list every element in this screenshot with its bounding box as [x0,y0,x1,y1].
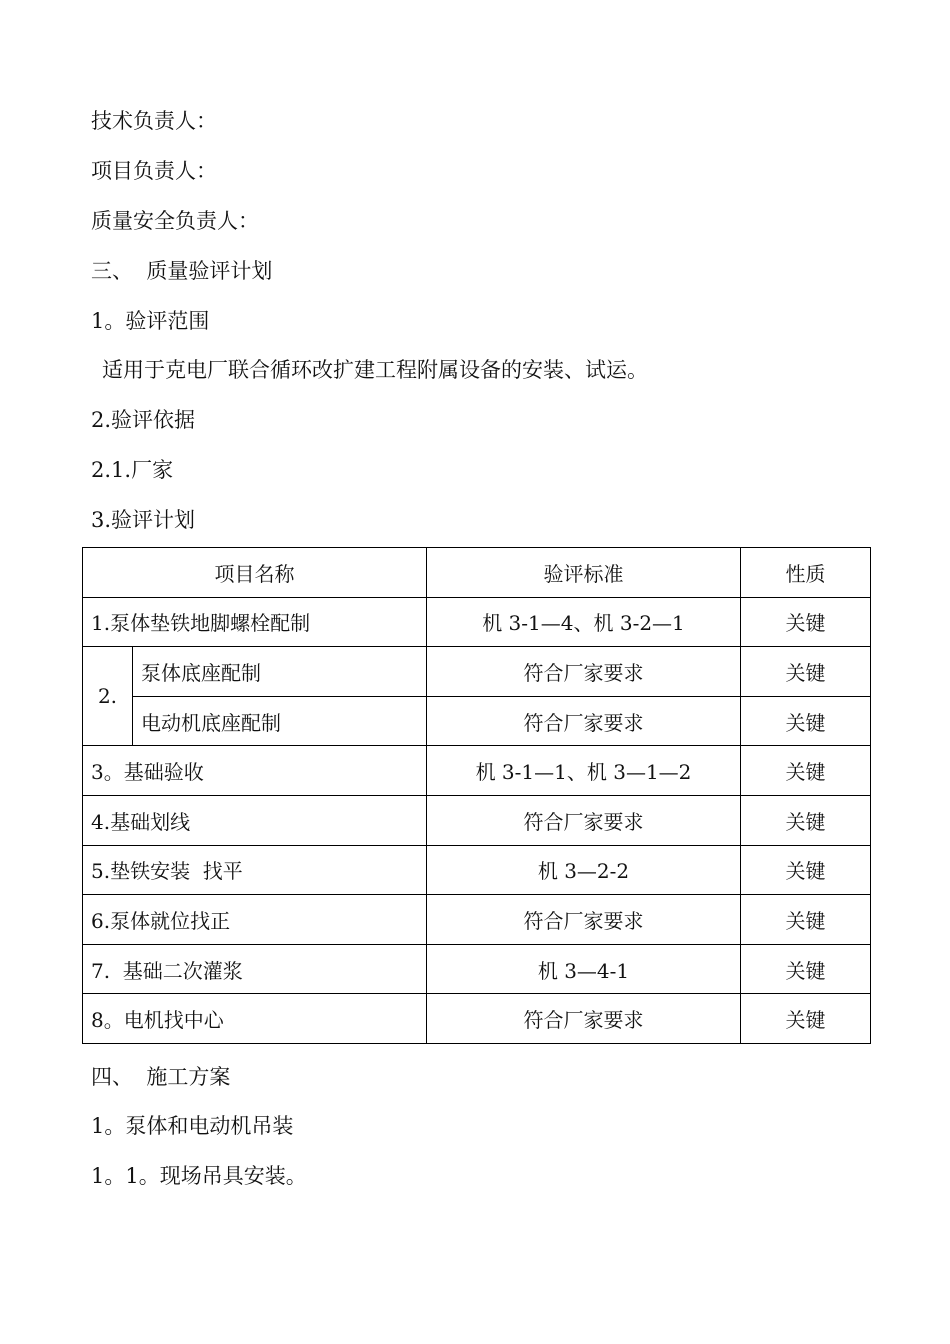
row-standard: 机 3-1—4、机 3-2—1 [427,597,741,647]
row-nature: 关键 [741,845,871,895]
row-nature: 关键 [741,746,871,796]
row-item-name: 电动机底座配制 [133,696,427,746]
row-item-name: 3。基础验收 [83,746,427,796]
row-standard: 符合厂家要求 [427,994,741,1044]
row-standard: 符合厂家要求 [427,895,741,945]
table-row [83,895,871,945]
table-row [83,597,871,647]
subsection-plan: 3.验评计划 [91,508,196,532]
row-standard: 符合厂家要求 [427,696,741,746]
scope-paragraph: 适用于克电厂联合循环改扩建工程附属设备的安装、试运。 [102,358,648,382]
row-nature: 关键 [741,696,871,746]
table-row [83,994,871,1044]
row-item-name: 8。电机找中心 [83,994,427,1044]
table-row [83,647,871,697]
section-heading-quality-plan: 三、 质量验评计划 [91,259,273,283]
row-standard: 机 3-1—1、机 3—1—2 [427,746,741,796]
row-standard: 机 3—2-2 [427,845,741,895]
row-standard: 机 3—4-1 [427,944,741,994]
table-row [83,696,871,746]
header-item-name: 项目名称 [83,548,427,598]
table-row [83,944,871,994]
row-item-name: 4.基础划线 [83,795,427,845]
row-item-name: 泵体底座配制 [133,647,427,697]
row-item-name: 7. 基础二次灌浆 [83,944,427,994]
header-standard: 验评标准 [427,548,741,598]
row-group-number: 2. [83,647,133,746]
row-item-name: 5.垫铁安装 找平 [83,845,427,895]
table-row [83,795,871,845]
project-lead-label: 项目负责人： [91,159,217,183]
header-nature: 性质 [741,548,871,598]
section-heading-construction-plan: 四、 施工方案 [91,1065,231,1089]
quality-safety-lead-label: 质量安全负责人： [91,209,259,233]
row-standard: 符合厂家要求 [427,795,741,845]
row-nature: 关键 [741,647,871,697]
evaluation-plan-table [82,547,871,1044]
row-nature: 关键 [741,944,871,994]
subsection-scope: 1。验评范围 [91,309,210,333]
row-nature: 关键 [741,597,871,647]
row-nature: 关键 [741,994,871,1044]
subsection-lifting: 1。泵体和电动机吊装 [91,1114,294,1138]
table-row [83,746,871,796]
row-nature: 关键 [741,895,871,945]
row-standard: 符合厂家要求 [427,647,741,697]
table-row [83,845,871,895]
subsection-rigging-installation: 1。1。现场吊具安装。 [91,1164,307,1188]
basis-item-manufacturer: 2.1.厂家 [91,458,174,482]
technical-lead-label: 技术负责人： [91,109,217,133]
row-item-name: 6.泵体就位找正 [83,895,427,945]
row-item-name: 1.泵体垫铁地脚螺栓配制 [83,597,427,647]
table-header-row [83,548,871,598]
row-nature: 关键 [741,795,871,845]
subsection-basis: 2.验评依据 [91,408,196,432]
